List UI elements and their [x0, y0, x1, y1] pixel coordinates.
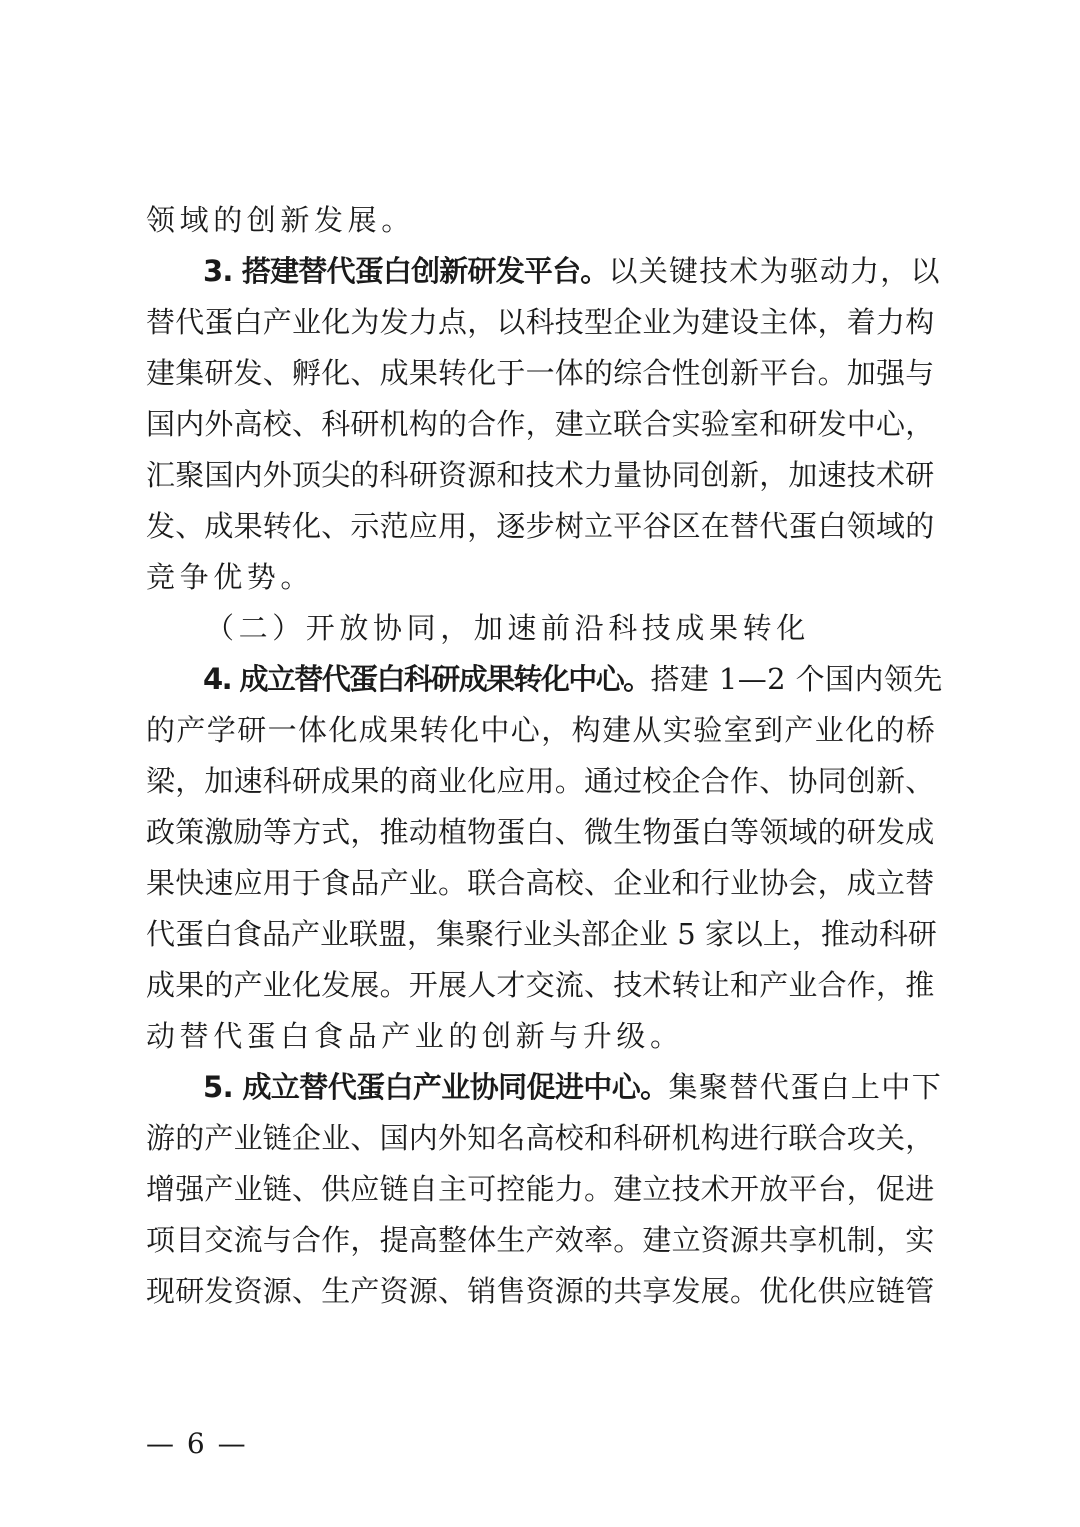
line-text: 项目交流与合作，提高整体生产效率。建立资源共享机制，实: [146, 1223, 935, 1257]
text-line-16: [146, 963, 936, 1007]
text-line-13: [146, 810, 936, 854]
line-text: 梁，加速科研成果的商业化应用。通过校企合作、协同创新、: [146, 764, 935, 798]
text-line-22: [146, 1269, 936, 1313]
text-line-10: [203, 657, 943, 701]
line-text: 动替代蛋白食品产业的创新与升级。: [146, 1019, 684, 1053]
line-text: 汇聚国内外顶尖的科研资源和技术力量协同创新，加速技术研: [146, 458, 935, 492]
text-line-4: [146, 351, 936, 395]
text-line-18: [203, 1065, 943, 1109]
text-line-14: [146, 861, 936, 905]
line-text: 搭建 1—2 个国内领先: [650, 662, 943, 696]
line-text: 以关键技术为驱动力，以: [608, 254, 941, 288]
text-line-1: [146, 198, 936, 242]
line-text: （二）开放协同，加速前沿科技成果转化: [205, 611, 810, 645]
text-line-7: [146, 504, 936, 548]
text-line-15: [146, 912, 936, 956]
text-line-21: [146, 1218, 936, 1262]
section-heading-5: 5. 成立替代蛋白产业协同促进中心。: [203, 1070, 669, 1104]
text-line-19: [146, 1116, 936, 1160]
line-text: 替代蛋白产业化为发力点，以科技型企业为建设主体，着力构: [146, 305, 935, 339]
text-line-2: [203, 249, 943, 293]
text-line-5: [146, 402, 936, 446]
page-number: — 6 —: [146, 1427, 248, 1460]
line-text: 游的产业链企业、国内外知名高校和科研机构进行联合攻关，: [146, 1121, 935, 1155]
line-text: 增强产业链、供应链自主可控能力。建立技术开放平台，促进: [146, 1172, 935, 1206]
subsection-heading: [205, 606, 995, 650]
line-text: 领域的创新发展。: [146, 203, 415, 237]
line-text: 代蛋白食品产业联盟，集聚行业头部企业 5 家以上，推动科研: [146, 917, 937, 951]
line-text: 政策激励等方式，推动植物蛋白、微生物蛋白等领域的研发成: [146, 815, 935, 849]
text-line-20: [146, 1167, 936, 1211]
line-text: 发、成果转化、示范应用，逐步树立平谷区在替代蛋白领域的: [146, 509, 935, 543]
section-heading-4: 4. 成立替代蛋白科研成果转化中心。: [203, 662, 651, 696]
line-text: 现研发资源、生产资源、销售资源的共享发展。优化供应链管: [146, 1274, 935, 1308]
line-text: 集聚替代蛋白上中下: [668, 1070, 943, 1104]
line-text: 建集研发、孵化、成果转化于一体的综合性创新平台。加强与: [146, 356, 935, 390]
line-text: 竞争优势。: [146, 560, 315, 594]
text-line-17: [146, 1014, 936, 1058]
line-text: 果快速应用于食品产业。联合高校、企业和行业协会，成立替: [146, 866, 935, 900]
section-heading-3: 3. 搭建替代蛋白创新研发平台。: [203, 254, 609, 288]
line-text: 国内外高校、科研机构的合作，建立联合实验室和研发中心，: [146, 407, 935, 441]
text-line-11: [146, 708, 936, 752]
text-line-3: [146, 300, 936, 344]
text-line-12: [146, 759, 936, 803]
line-text: 成果的产业化发展。开展人才交流、技术转让和产业合作，推: [146, 968, 935, 1002]
text-line-6: [146, 453, 936, 497]
text-line-8: [146, 555, 936, 599]
line-text: 的产学研一体化成果转化中心，构建从实验室到产业化的桥: [146, 713, 937, 747]
